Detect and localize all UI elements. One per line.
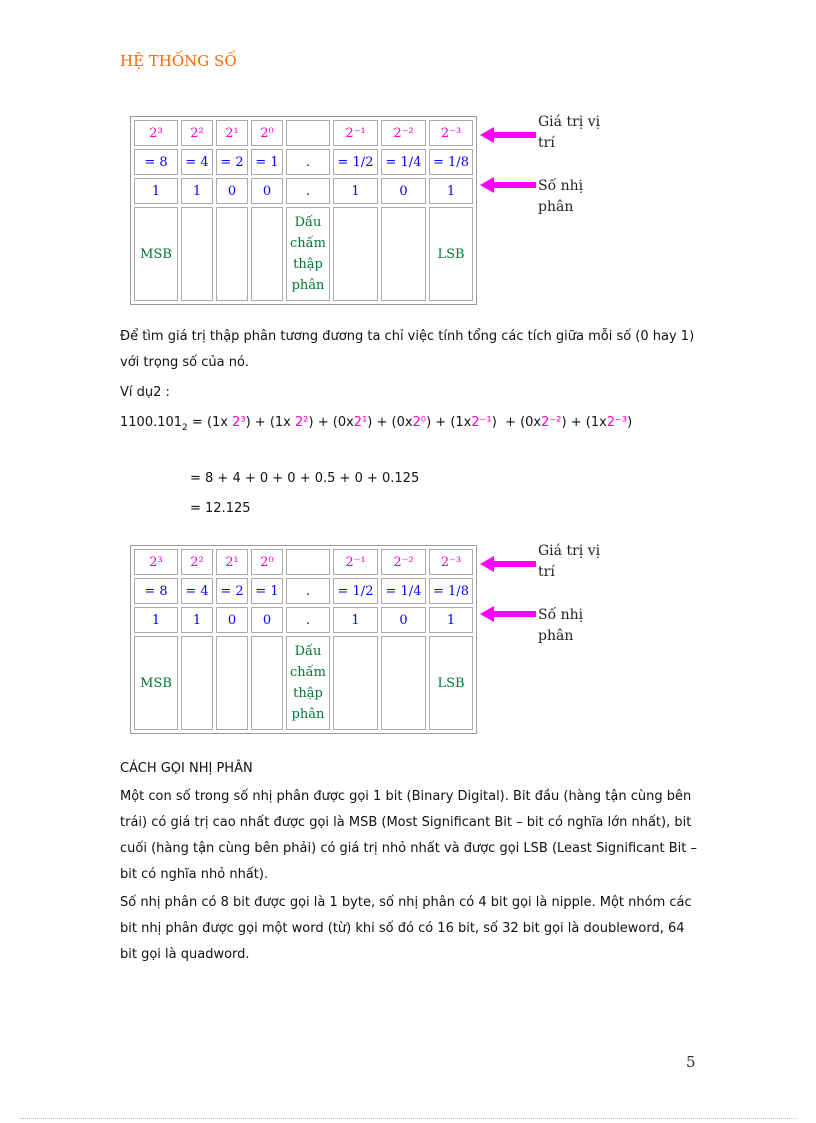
msb-cell: MSB — [134, 636, 178, 730]
value-cell: = 1/4 — [381, 578, 426, 604]
power-cell: 2⁰ — [251, 549, 283, 575]
label-position-value: Giá trị vị trí — [538, 114, 601, 151]
value-cell: = 1/4 — [381, 149, 426, 175]
bit-cell: 1 — [134, 178, 178, 204]
label-position-value: Giá trị vị trí — [538, 543, 601, 580]
bit-cell: 0 — [216, 178, 248, 204]
term: (0x2¹) — [332, 415, 373, 430]
power-cell: 2³ — [134, 549, 178, 575]
values-row — [134, 578, 473, 604]
bit-cell: 1 — [429, 607, 473, 633]
bit-cell: 0 — [381, 607, 426, 633]
bit-cell: 0 — [381, 178, 426, 204]
value-cell: = 1/8 — [429, 578, 473, 604]
lsb-cell: LSB — [429, 207, 473, 301]
bits-row — [134, 178, 473, 204]
label-binary-number: Số nhị phân — [538, 607, 584, 644]
powers-row — [134, 549, 473, 575]
power-cell: 2⁻² — [381, 120, 426, 146]
value-cell: = 1/2 — [333, 578, 378, 604]
tags-row — [134, 207, 473, 301]
power-cell — [286, 549, 330, 575]
paragraph-explanation: Để tìm giá trị thập phân tương đương ta chỉ việc tính tổng các tích giữa mỗi số (0 hay 1) với trọng số của nó. — [120, 329, 695, 370]
bit-cell: 1 — [333, 607, 378, 633]
term: (0x2⁰) — [391, 415, 432, 430]
bit-cell: 0 — [251, 607, 283, 633]
value-cell: = 1 — [251, 149, 283, 175]
power-cell: 2¹ — [216, 120, 248, 146]
value-cell: = 2 — [216, 578, 248, 604]
term: (0x2⁻²) — [520, 415, 567, 430]
value-cell: = 4 — [181, 149, 213, 175]
bit-cell: 0 — [251, 178, 283, 204]
tags-row — [134, 636, 473, 730]
bit-cell: 1 — [429, 178, 473, 204]
bit-cell: . — [286, 178, 330, 204]
bit-cell: 1 — [333, 178, 378, 204]
power-cell: 2⁻³ — [429, 120, 473, 146]
bit-cell: 1 — [134, 607, 178, 633]
example-label: Ví dụ2 : — [120, 385, 170, 400]
bit-cell: 0 — [216, 607, 248, 633]
value-cell: . — [286, 149, 330, 175]
power-cell — [286, 120, 330, 146]
bit-cell: 1 — [181, 178, 213, 204]
powers-row — [134, 120, 473, 146]
paragraph-byte-word: Số nhị phân có 8 bit được gọi là 1 byte, số nhị phân có 4 bit gọi là nipple. Một nhóm các bit nhị phân được gọi một word (từ) khi số đó có 16 bit, số 32 bit gọi là doubleword, 64 bit gọi là quadword. — [120, 895, 692, 962]
arrow-left-icon — [480, 555, 536, 573]
page-number: 5 — [686, 1053, 696, 1071]
paragraph-bit-naming: Một con số trong số nhị phân được gọi 1 bit (Binary Digital). Bit đầu (hàng tận cùng bên trái) có giá trị cao nhất được gọi là MSB (Most Significant Bit – bit có nghĩa lớn nhất), bit cuối (hàng tận cùng bên phải) có giá trị nhỏ nhất và được gọi LSB (Least Significant Bit – bit có nghĩa nhỏ nhất). — [120, 789, 698, 882]
term: (1x 2³) — [206, 415, 251, 430]
place-value-table-2 — [130, 545, 477, 734]
power-cell: 2³ — [134, 120, 178, 146]
value-cell: = 1 — [251, 578, 283, 604]
value-cell: = 1/8 — [429, 149, 473, 175]
power-cell: 2⁻¹ — [333, 120, 378, 146]
value-cell: = 8 — [134, 578, 178, 604]
lsb-cell: LSB — [429, 636, 473, 730]
page-header: HỆ THỐNG SỐ — [120, 52, 237, 70]
decimal-point-cell: Dấu chấm thập phân — [286, 636, 330, 730]
bit-cell: . — [286, 607, 330, 633]
bits-row — [134, 607, 473, 633]
arrow-left-icon — [480, 126, 536, 144]
result-line: = 12.125 — [190, 501, 251, 516]
power-cell: 2² — [181, 120, 213, 146]
power-cell: 2⁻³ — [429, 549, 473, 575]
sum-line: = 8 + 4 + 0 + 0 + 0.5 + 0 + 0.125 — [190, 471, 420, 486]
value-cell: = 1/2 — [333, 149, 378, 175]
term: (1x2⁻¹) — [450, 415, 497, 430]
msb-cell: MSB — [134, 207, 178, 301]
section-title: CÁCH GỌI NHỊ PHÂN — [120, 761, 253, 776]
bit-cell: 1 — [181, 607, 213, 633]
page-bottom-divider — [20, 1118, 796, 1119]
place-value-table-1 — [130, 116, 477, 305]
value-cell: = 4 — [181, 578, 213, 604]
value-cell: = 8 — [134, 149, 178, 175]
power-cell: 2⁰ — [251, 120, 283, 146]
values-row — [134, 149, 473, 175]
power-cell: 2² — [181, 549, 213, 575]
arrow-left-icon — [480, 176, 536, 194]
power-cell: 2⁻² — [381, 549, 426, 575]
power-cell: 2⁻¹ — [333, 549, 378, 575]
label-binary-number: Số nhị phân — [538, 178, 584, 215]
value-cell: . — [286, 578, 330, 604]
arrow-left-icon — [480, 605, 536, 623]
decimal-point-cell: Dấu chấm thập phân — [286, 207, 330, 301]
value-cell: = 2 — [216, 149, 248, 175]
power-cell: 2¹ — [216, 549, 248, 575]
formula: $1100.101_2 = (1x$ 2³) + (1x 2²) + (0x2¹) + (0x2⁰) + (1x2⁻¹) + (0x2⁻²) + (1x2⁻³) — [120, 415, 633, 433]
term: (1x2⁻³) — [585, 415, 633, 430]
term: (1x 2²) — [269, 415, 314, 430]
